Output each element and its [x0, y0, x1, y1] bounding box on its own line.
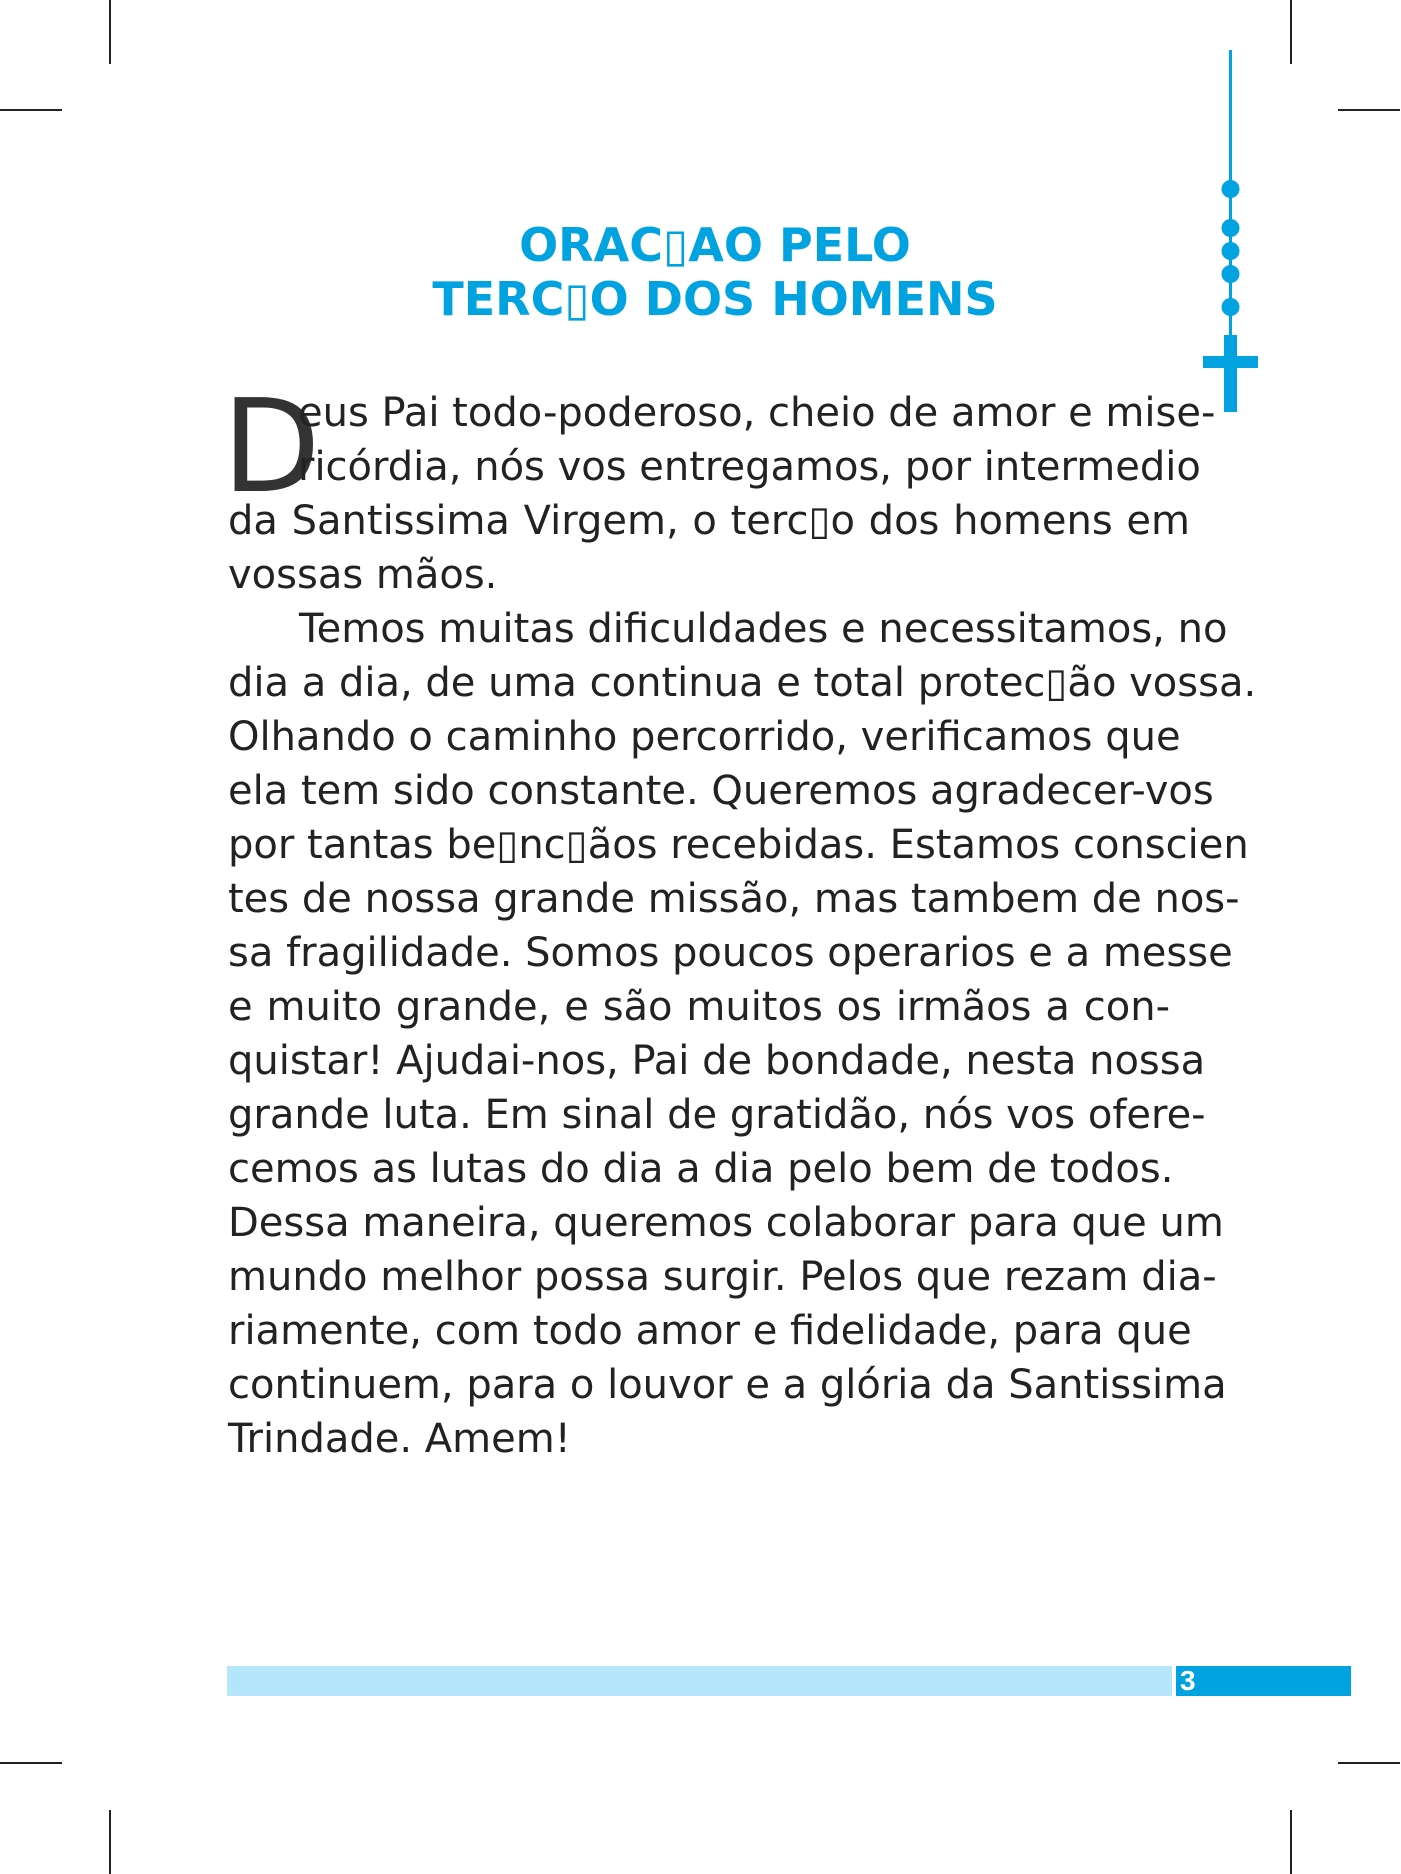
crop-mark-top-right-h	[1338, 109, 1400, 111]
prayer-line: Dessa maneira, queremos colaborar para que um	[228, 1200, 1224, 1246]
prayer-line: e muito grande, e são muitos os irmãos a con-	[228, 984, 1170, 1030]
crop-mark-top-right-v	[1290, 0, 1292, 64]
crop-mark-bottom-right-h	[1338, 1762, 1400, 1764]
prayer-line: vossas mãos.	[228, 552, 498, 598]
prayer-line: sa fragilidade. Somos poucos operarios e a messe	[228, 930, 1233, 976]
prayer-line: dia a dia, de uma continua e total protec▯ão vossa.	[228, 660, 1257, 706]
prayer-line: Temos muitas dificuldades e necessitamos, no	[299, 606, 1228, 652]
prayer-line: Trindade. Amem!	[228, 1416, 571, 1462]
prayer-line: grande luta. Em sinal de gratidão, nós vos ofere-	[228, 1092, 1206, 1138]
footer-bar	[227, 1666, 1172, 1696]
title-line-1: ORAC▯AO PELO	[519, 218, 911, 272]
prayer-line: ricórdia, nós vos entregamos, por intermedio	[298, 444, 1201, 490]
crop-mark-top-left-v	[109, 0, 111, 64]
prayer-line: quistar! Ajudai-nos, Pai de bondade, nesta nossa	[228, 1038, 1206, 1084]
page-number: 3	[1180, 1665, 1196, 1696]
prayer-line: Olhando o caminho percorrido, verificamos que	[228, 714, 1181, 760]
prayer-line: riamente, com todo amor e fidelidade, para que	[228, 1308, 1192, 1354]
prayer-line: continuem, para o louvor e a glória da Santissima	[228, 1362, 1227, 1408]
crop-mark-bottom-right-v	[1290, 1810, 1292, 1874]
page-title	[150, 218, 1280, 326]
crop-mark-bottom-left-h	[0, 1762, 62, 1764]
crop-mark-top-left-h	[0, 109, 62, 111]
prayer-line: cemos as lutas do dia a dia pelo bem de todos.	[228, 1146, 1174, 1192]
prayer-line: mundo melhor possa surgir. Pelos que rezam dia-	[228, 1254, 1217, 1300]
title-line-2: TERC▯O DOS HOMENS	[432, 272, 998, 326]
prayer-line: por tantas be▯nc▯ãos recebidas. Estamos conscien	[228, 822, 1249, 868]
prayer-line: eus Pai todo-poderoso, cheio de amor e mise-	[298, 390, 1216, 436]
crop-mark-bottom-left-v	[109, 1810, 111, 1874]
drop-cap: D	[222, 373, 321, 522]
prayer-line: tes de nossa grande missão, mas tambem de nos-	[228, 876, 1240, 922]
prayer-line: da Santissima Virgem, o terc▯o dos homens em	[228, 498, 1190, 544]
prayer-line: ela tem sido constante. Queremos agradecer-vos	[228, 768, 1214, 814]
